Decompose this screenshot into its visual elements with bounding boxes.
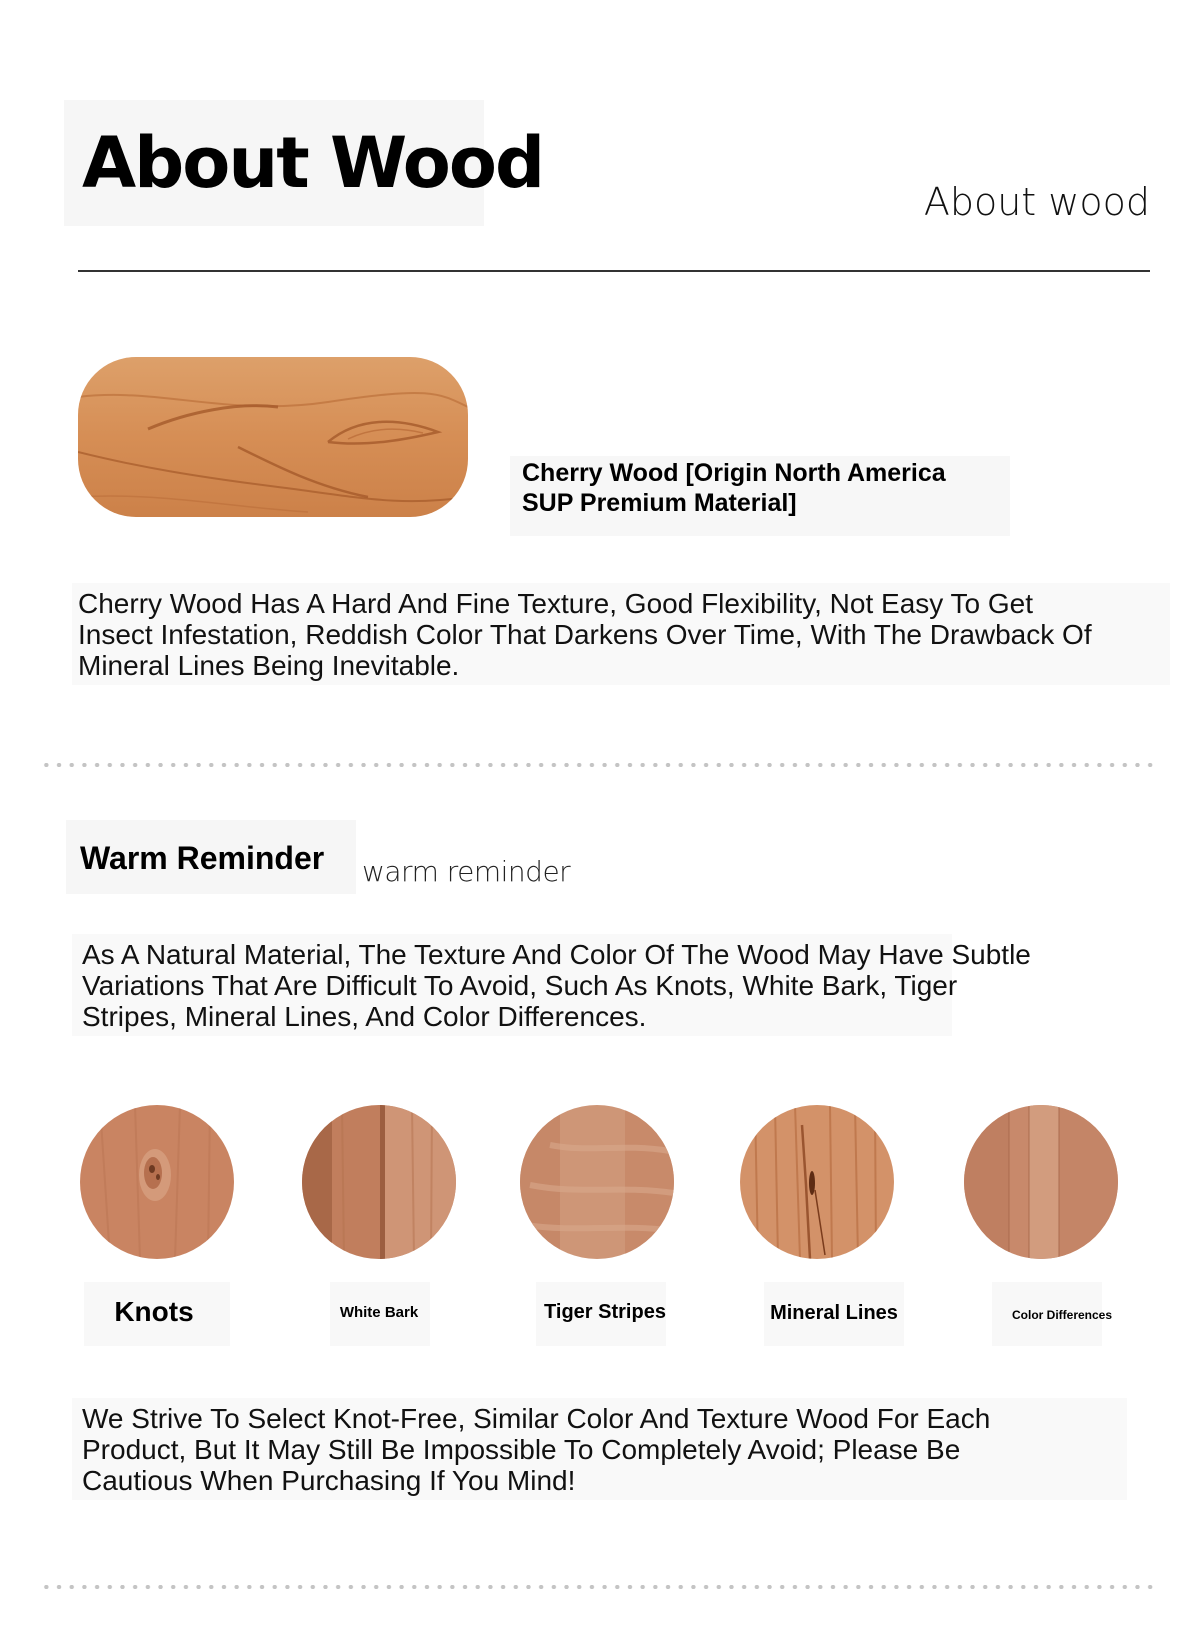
reminder-intro-line: Variations That Are Difficult To Avoid, Such As Knots, White Bark, Tiger <box>82 970 958 1001</box>
wood-heading-line: SUP Premium Material] <box>522 489 797 517</box>
warm-reminder-title: Warm Reminder <box>80 840 325 876</box>
page-subtitle: About wood <box>923 180 1150 224</box>
page-title: About Wood <box>82 122 544 204</box>
reminder-note <box>82 1403 990 1496</box>
header-divider <box>78 270 1150 272</box>
dotted-divider <box>40 1585 1160 1589</box>
swatch-label-tiger-stripes: Tiger Stripes <box>544 1301 666 1323</box>
swatch-label-knots: Knots <box>114 1296 194 1327</box>
swatch-label-mineral-lines: Mineral Lines <box>770 1302 898 1324</box>
wood-description-line: Insect Infestation, Reddish Color That Darkens Over Time, With The Drawback Of <box>78 619 1092 650</box>
tiger-stripes-wood-swatch <box>520 1105 674 1259</box>
knot-wood-swatch <box>80 1105 234 1259</box>
wood-description-line: Mineral Lines Being Inevitable. <box>78 650 460 681</box>
wood-description <box>78 588 1092 681</box>
color-differences-wood-swatch <box>964 1105 1118 1259</box>
page-title-block <box>64 100 544 226</box>
reminder-intro-line: Stripes, Mineral Lines, And Color Differences. <box>82 1001 647 1032</box>
warm-reminder-subtitle: warm reminder <box>362 855 571 888</box>
dotted-divider <box>40 763 1160 767</box>
white-bark-wood-swatch <box>302 1105 456 1259</box>
mineral-lines-wood-swatch <box>740 1105 894 1259</box>
swatch-label-color-differences: Color Differences <box>1011 1308 1113 1322</box>
reminder-note-line: Product, But It May Still Be Impossible To Completely Avoid; Please Be <box>82 1434 961 1465</box>
reminder-note-line: We Strive To Select Knot-Free, Similar Color And Texture Wood For Each <box>82 1403 991 1434</box>
swatch-label-white-bark: White Bark <box>339 1304 419 1321</box>
reminder-note-line: Cautious When Purchasing If You Mind! <box>82 1465 576 1496</box>
cherry-wood-sample-image <box>78 357 468 517</box>
wood-description-line: Cherry Wood Has A Hard And Fine Texture, Good Flexibility, Not Easy To Get <box>78 588 1034 619</box>
wood-heading <box>522 458 1002 518</box>
reminder-intro-line: As A Natural Material, The Texture And Color Of The Wood May Have Subtle <box>82 939 1031 970</box>
wood-heading-line: Cherry Wood [Origin North America <box>522 459 946 487</box>
reminder-intro <box>82 939 1031 1032</box>
